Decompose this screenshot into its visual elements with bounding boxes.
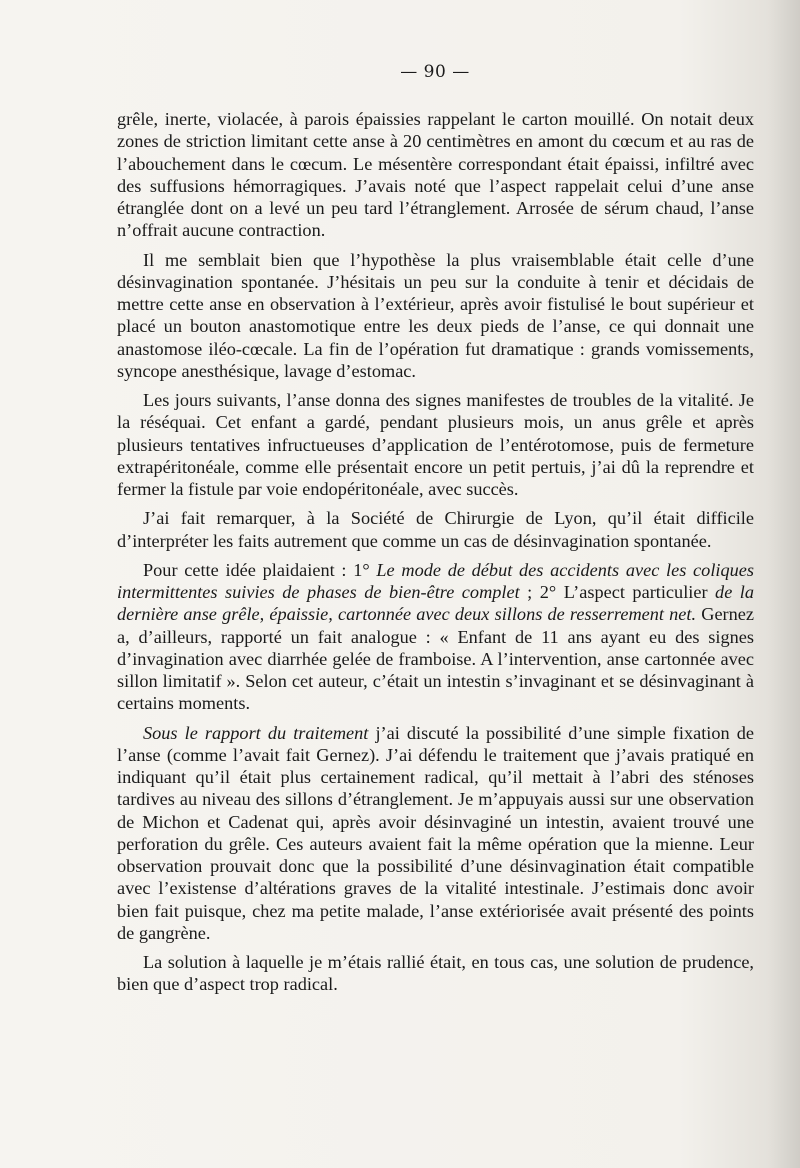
paragraph-2 xyxy=(117,249,754,383)
text-run: j’ai discuté la possibilité d’une simple fixation de l’anse (comme l’avait fait Gernez). J’ai défendu le traitement que j’avais pratiqué en indiquant qu’il était plus certainement radical, qu’il mettait à l’abri des sténoses tardives au niveau des sillons d’étranglement. Je m’appuyais aussi sur une observation de Michon et Cadenat qui, après avoir désinvaginé un intestin, avaient trouvé une perforation du grêle. Ces auteurs avaient fait la même opération que la mienne. Leur observation prouvait donc que la possibilité d’une désinvagination était compatible avec l’existense d’altérations graves de la vitalité intestinale. J’estimais donc avoir bien fait puisque, chez ma petite malade, l’anse extériorisée avait présenté des points de gangrène. xyxy=(117,722,754,943)
text-run: Il me semblait bien que l’hypothèse la plus vraisemblable était celle d’une désinvagination spontanée. J’hésitais un peu sur la conduite à tenir et décidais de mettre cette anse en observation à l’extérieur, après avoir fistulisé le bout supérieur et placé un bouton anastomotique entre les deux pieds de l’anse, ce qui donnait une anastomose iléo-cœcale. La fin de l’opération fut dramatique : grands vomissements, syncope anesthésique, lavage d’estomac. xyxy=(117,249,754,381)
paragraph-7 xyxy=(117,951,754,996)
text-run: La solution à laquelle je m’étais rallié était, en tous cas, une solution de prudence, bien que d’aspect trop radical. xyxy=(117,952,754,995)
italic-text-run: Le mode de début des accidents avec les coliques intermittentes suivies de phases de bien-être complet xyxy=(117,559,754,602)
italic-text-run: de la dernière anse grêle, épaissie, cartonnée avec deux sillons de resserrement net. xyxy=(117,582,755,625)
paragraph-5 xyxy=(117,559,754,715)
body-text xyxy=(117,108,754,996)
text-run: J’ai fait remarquer, à la Société de Chirurgie de Lyon, qu’il était difficile d’interpréter les faits autrement que comme un cas de désinvagination spontanée. xyxy=(117,508,754,551)
text-run: Pour cette idée plaidaient : 1° xyxy=(143,559,377,580)
paragraph-3 xyxy=(117,389,754,500)
paragraph-4 xyxy=(117,507,754,552)
page-number: — 90 — xyxy=(400,62,470,82)
text-run: Gernez a, d’ailleurs, rapporté un fait analogue : « Enfant de 11 ans ayant eu des signes d’invagination avec diarrhée gelée de framboise. A l’intervention, anse cartonnée avec sillon limitatif ». Selon cet auteur, c’était un intestin s’invaginant et se désinvaginant à certains moments. xyxy=(117,604,755,714)
text-run: grêle, inerte, violacée, à parois épaissies rappelant le carton mouillé. On notait deux zones de striction limitant cette anse à 20 centimètres en amont du cœcum et au ras de l’abouchement dans le cœcum. Le mésentère correspondant était épaissi, infiltré avec des suffusions hémorragiques. J’avais noté que l’aspect rappelait celui d’une anse étranglée dont on a levé un peu tard l’étranglement. Arrosée de sérum chaud, l’anse n’offrait aucune contraction. xyxy=(117,109,754,241)
paragraph-6 xyxy=(117,722,754,945)
text-run: Les jours suivants, l’anse donna des signes manifestes de troubles de la vitalité. Je la réséquai. Cet enfant a gardé, pendant plusieurs mois, un anus grêle et après plusieurs tentatives infructueuses d’application de l’entérotomose, puis de fermeture extrapéritonéale, comme elle présentait encore un petit pertuis, j’ai dû la reprendre et fermer la fistule par voie endopéritonéale, avec succès. xyxy=(117,390,754,499)
text-run: ; 2° L’aspect particulier xyxy=(519,582,716,602)
paragraph-1 xyxy=(117,108,754,242)
italic-text-run: Sous le rapport du traitement xyxy=(143,722,369,743)
